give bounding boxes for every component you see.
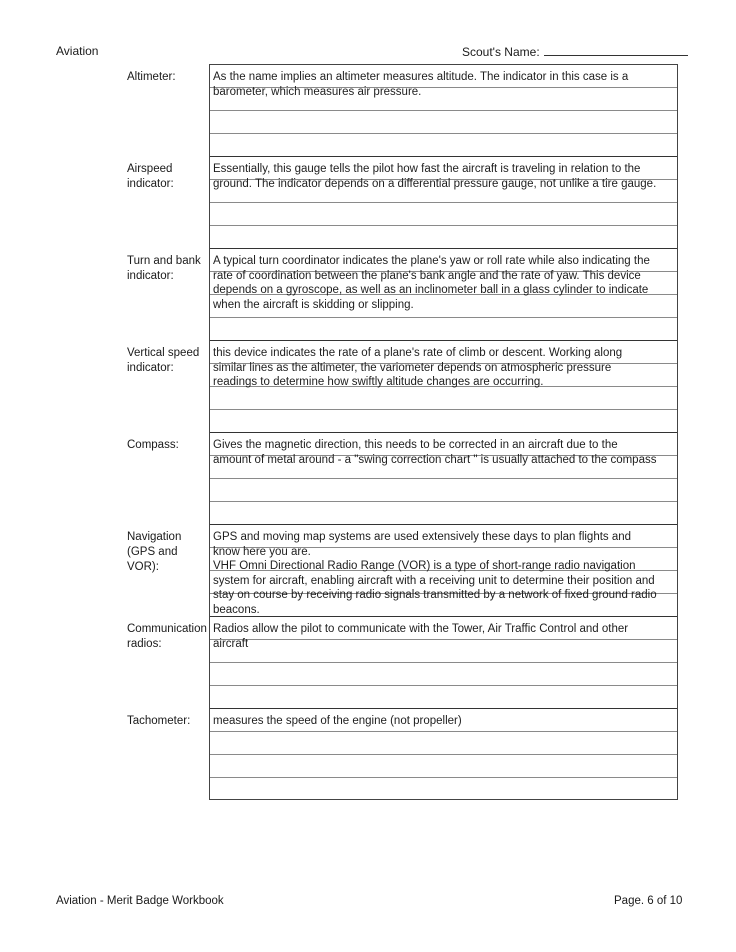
answer-navigation: GPS and moving map systems are used extensively these days to plan flights and know here you are. VHF Omni Directional Radio Range (VOR) is a type of short-range radio navigation system for aircraft, enabling aircraft with a receiving unit to determine their position and stay on course by receiving radio signals transmitted by a network of fixed ground radio beacons. xyxy=(213,531,657,616)
answer-turn-and-bank-indicator: A typical turn coordinator indicates the plane's yaw or roll rate while also indicating the rate of coordination between the plane's bank angle and the rate of yaw. This device depends on a gyroscope, as well as an inclinometer ball in a glass cylinder to indicate when the aircraft is skidding or slipping. xyxy=(213,255,650,311)
page-header-title: Aviation xyxy=(56,44,99,58)
label-tachometer: Tachometer: xyxy=(127,715,191,727)
footer-workbook-title: Aviation - Merit Badge Workbook xyxy=(56,895,224,907)
answers-box xyxy=(209,64,678,800)
footer-page-number: Page. 6 of 10 xyxy=(614,895,683,907)
scout-name-label: Scout's Name: xyxy=(462,45,540,59)
label-altimeter: Altimeter: xyxy=(127,71,176,83)
answer-altimeter: As the name implies an altimeter measures altitude. The indicator in this case is a barometer, which measures air pressure. xyxy=(213,71,629,98)
label-vertical-speed-indicator: Vertical speed indicator: xyxy=(127,347,200,374)
scout-name-field xyxy=(462,44,688,59)
answer-vertical-speed-indicator: this device indicates the rate of a plane's rate of climb or descent. Working along similar lines as the altimeter, the variometer depends on atmospheric pressure readings to determine how swiftly altitude changes are occurring. xyxy=(213,347,623,388)
label-turn-and-bank-indicator: Turn and bank indicator: xyxy=(127,255,201,282)
answer-compass: Gives the magnetic direction, this needs to be corrected in an aircraft due to the amount of metal around - a "swing correction chart " is usually attached to the compass xyxy=(213,439,657,466)
scout-name-blank-line xyxy=(544,44,688,56)
answer-airspeed-indicator: Essentially, this gauge tells the pilot how fast the aircraft is traveling in relation to the ground. The indicator depends on a differential pressure gauge, not unlike a tire gauge. xyxy=(213,163,657,190)
answer-communication-radios: Radios allow the pilot to communicate with the Tower, Air Traffic Control and other aircraft xyxy=(213,623,629,650)
answer-tachometer: measures the speed of the engine (not propeller) xyxy=(213,715,462,727)
label-navigation: Navigation (GPS and VOR): xyxy=(127,531,182,573)
label-communication-radios: Communication radios: xyxy=(127,623,207,650)
label-compass: Compass: xyxy=(127,439,179,451)
label-airspeed-indicator: Airspeed indicator: xyxy=(127,163,174,190)
